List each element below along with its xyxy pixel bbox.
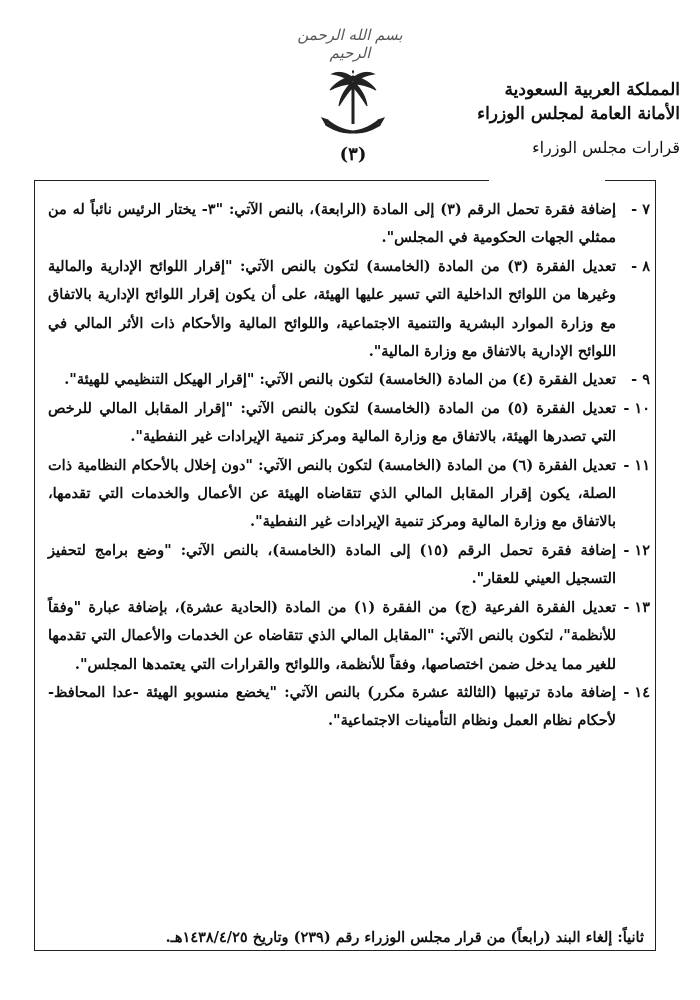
frame-border-left [34,180,35,950]
letterhead-kingdom: المملكة العربية السعودية [504,80,680,100]
letterhead-secretariat: الأمانة العامة لمجلس الوزراء [477,104,680,124]
item-number: ٧ - [631,201,650,218]
item-number: ١٣ - [623,598,650,616]
page-number: (٣) [339,144,367,165]
list-item [48,594,650,679]
basmala: بسم الله الرحمن الرحيم [297,26,403,62]
saudi-emblem [308,68,398,168]
list-item [48,366,650,394]
palm-swords-icon [308,68,398,148]
list-item [48,395,650,452]
letterhead-decisions: قرارات مجلس الوزراء [532,138,680,157]
item-number: ٩ - [631,371,650,389]
item-number: ١١ - [623,456,650,474]
item-number: ١٠ - [623,399,650,417]
list-item [48,196,650,253]
item-text: إضافة مادة ترتيبها (الثالثة عشرة مكرر) بالنص الآتي: "يخضع منسوبو الهيئة -عدا المحافظ- لأحكام نظام العمل ونظام التأمينات الاجتماعية". [48,683,616,730]
item-text: تعديل الفقرة (٥) من المادة (الخامسة) لتكون بالنص الآتي: "إقرار المقابل المالي للرخص التي تصدرها الهيئة، بالاتفاق مع وزارة المالية ومركز تنمية الإيرادات غير النفطية". [48,399,616,446]
amendment-list [48,196,650,736]
item-text: تعديل الفقرة (٤) من المادة (الخامسة) لتكون بالنص الآتي: "إقرار الهيكل التنظيمي للهيئة". [64,371,616,389]
closing-clause: ثانياً: إلغاء البند (رابعاً) من قرار مجلس الوزراء رقم (٢٣٩) وتاريخ ١٤٣٨/٤/٢٥هـ. [165,929,644,946]
list-item [48,452,650,537]
frame-border-top [34,180,489,181]
item-text: تعديل الفقرة الفرعية (ج) من الفقرة (١) من المادة (الحادية عشرة)، بإضافة عبارة "وفقاً للأنظمة"، لتكون بالنص الآتي: "المقابل المالي الذي تتقاضاه عن الخدمات والأعمال التي تقدمها للغير مما يدخل ضمن اختصاصها، وفقاً للأنظمة، واللوائح والقرارات التي يعتمدها المجلس". [48,598,616,673]
item-number: ١٤ - [623,683,650,701]
item-number: ٨ - [631,257,650,275]
frame-border-top-right [605,180,655,181]
item-number: ١٢ - [623,541,650,559]
item-text: إضافة فقرة تحمل الرقم (١٥) إلى المادة (الخامسة)، بالنص الآتي: "وضع برامج لتحفيز التسجيل العيني للعقار". [48,541,617,588]
item-text: تعديل الفقرة (٦) من المادة (الخامسة) لتكون بالنص الآتي: "دون إخلال بالأحكام النظامية ذات الصلة، يكون إقرار المقابل المالي الذي تتقاضاه الهيئة عن الأعمال والخدمات التي تقدمها، بالاتفاق مع وزارة المالية ومركز تنمية الإيرادات غير النفطية". [48,456,616,531]
item-text: تعديل الفقرة (٣) من المادة (الخامسة) لتكون بالنص الآتي: "إقرار اللوائح الإدارية والمالية وغيرها من اللوائح الداخلية التي تسير عليها الهيئة، على أن يكون إقرار اللوائح الإدارية بالاتفاق مع وزارة الموارد البشرية والتنمية الاجتماعية، واللوائح المالية والأحكام ذات الأثر المالي في اللوائح الإدارية بالاتفاق مع وزارة المالية". [48,257,616,361]
letterhead [477,78,680,160]
list-item [48,253,650,367]
list-item [48,537,650,594]
item-text: إضافة فقرة تحمل الرقم (٣) إلى المادة (الرابعة)، بالنص الآتي: "٣- يختار الرئيس نائباً له من ممثلي الجهات الحكومية في المجلس". [48,201,616,247]
list-item [48,679,650,736]
frame-border-right [655,180,656,950]
